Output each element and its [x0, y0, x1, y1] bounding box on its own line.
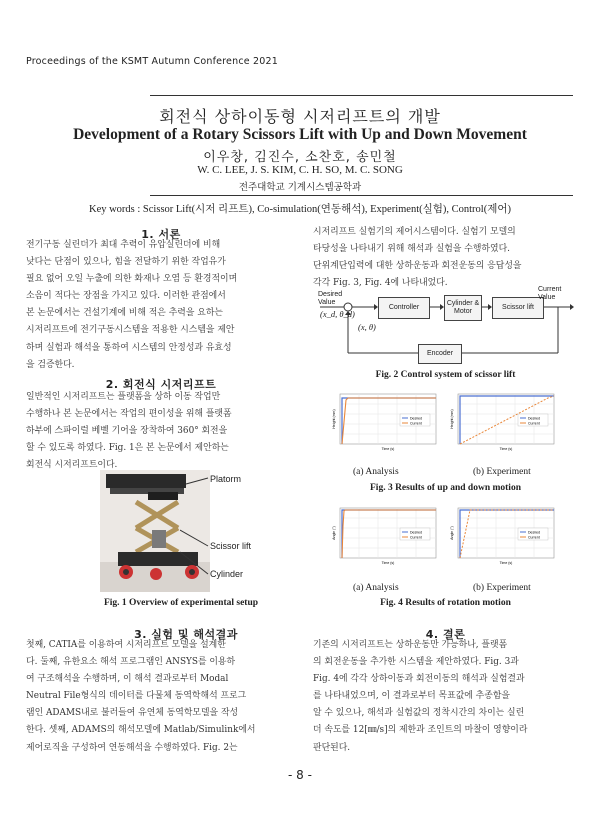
proceedings-header: Proceedings of the KSMT Autumn Conference 2021: [26, 56, 278, 67]
section-1-heading: 1. 서론: [141, 228, 181, 241]
desired-value-label: Desired Value: [318, 291, 343, 306]
fig3a-plot: [330, 392, 440, 452]
authors-english: W. C. LEE, J. S. KIM, C. H. SO, M. C. SONG: [197, 164, 403, 176]
section-4-body: [313, 637, 578, 757]
affiliation: 전주대학교 기계시스템공학과: [238, 182, 362, 193]
text-line: 낮다는 단점이 있으나, 힘을 전달하기 위한 작업유가: [26, 257, 226, 268]
text-line: 타당성을 나타내기 위해 해석과 실험을 수행하였다.: [313, 244, 510, 255]
fig3a-legend-desired: Desired: [410, 416, 423, 421]
text-line: 더 속도를 12[㎜/s]의 제한과 조인트의 마찰이 영향이라: [313, 725, 528, 736]
text-line: 의 회전운동을 추가한 시스템을 제안하였다. Fig. 3과: [313, 657, 519, 668]
fig3-caption: Fig. 3 Results of up and down motion: [370, 483, 521, 493]
title-english: Development of a Rotary Scissors Lift with Up and Down Movement: [73, 126, 527, 143]
title-top-rule: [150, 95, 573, 96]
section-3-heading: 3. 실험 및 해석결과: [134, 628, 238, 641]
fig4a-ylabel: Angle (°): [332, 526, 336, 540]
text-line: 판단된다.: [313, 742, 351, 753]
title-bottom-rule: [150, 195, 573, 196]
feedback-symbol: (x, θ): [358, 322, 376, 332]
text-line: 각각 Fig. 3, Fig. 4에 나타내었다.: [313, 278, 448, 289]
label-scissor-lift: Scissor lift: [210, 541, 252, 551]
text-line: 하부에 스파이럴 베벨 기어을 장착하여 360° 회전을: [26, 426, 228, 437]
text-line: 소음이 적다는 장점을 가지고 있다. 이러한 관점에서: [26, 291, 226, 302]
text-line: 단위계단입력에 대한 상하운동과 회전운동의 응답성을: [313, 261, 522, 272]
fig4b-legend-current: Current: [528, 535, 540, 540]
text-line: 을 검증한다.: [26, 359, 75, 370]
fig3a-legend-current: Current: [410, 421, 422, 426]
section-1-body: [26, 237, 296, 374]
scissor-lift-block: Scissor lift: [492, 297, 544, 319]
section-2-body: [26, 389, 296, 474]
label-platform: Platorm: [210, 474, 242, 484]
authors-korean: 이우창, 김진수, 소찬호, 송민철: [203, 150, 397, 165]
text-line: 여 구조해석을 수행하며, 이 해석 결과로부터 Modal: [26, 674, 229, 685]
fig4b-plot: [448, 506, 558, 566]
label-cylinder: Cylinder: [210, 569, 244, 579]
section-3-body: [26, 637, 316, 757]
fig3b-xlabel: Time (s): [499, 447, 513, 451]
fig3b-legend-current: Current: [528, 421, 540, 426]
fig4a-legend-desired: Desired: [410, 530, 423, 535]
text-line: 첫째, CATIA를 이용하여 시저리프트 모델을 설계한: [26, 640, 226, 650]
fig4-caption: Fig. 4 Results of rotation motion: [380, 598, 511, 608]
text-line: 전기구동 실린더가 최대 추력이 유압실린더에 비해: [26, 240, 221, 250]
text-line: 하며 실험과 해석을 통하여 시스템의 안정성과 유효성: [26, 342, 232, 353]
text-line: 필요 없어 오일 누출에 의한 화재나 오염 등 환경적이며: [26, 274, 238, 285]
fig2-caption: Fig. 2 Control system of scissor lift: [375, 370, 516, 380]
text-line: Neutral File형식의 데이터를 다물체 동역학해석 프로그: [26, 691, 247, 702]
text-line: 시저리프트에 전기구동시스템을 적용한 시스템을 제안: [26, 325, 235, 336]
fig4a-legend-current: Current: [410, 535, 422, 540]
text-line: 램인 ADAMS내로 불러들여 유연체 동역학모델을 작성: [26, 708, 239, 719]
fig4a-subcaption: (a) Analysis: [353, 583, 399, 593]
page-number: - 8 -: [288, 768, 312, 782]
text-line: 다. 둘째, 유한요소 해석 프로그램인 ANSYS를 이용하: [26, 657, 236, 668]
fig4b-subcaption: (b) Experiment: [473, 583, 531, 593]
fig4b-xlabel: Time (s): [499, 561, 513, 565]
text-line: 한다. 셋째, ADAMS의 해석모델에 Matlab/Simulink에서: [26, 725, 256, 736]
fig4b-ylabel: Angle (°): [450, 526, 454, 540]
text-line: 일반적인 시저리프트는 플랫폼을 상하 이동 작업만: [26, 392, 221, 402]
text-line: 회전식 시저리프트이다.: [26, 460, 118, 471]
fig3b-subcaption: (b) Experiment: [473, 467, 531, 477]
text-line: 제어로직을 구성하여 연동해석을 수행하였다. Fig. 2는: [26, 742, 238, 753]
text-line: 할 수 있도록 하였다. Fig. 1은 본 논문에서 제안하는: [26, 443, 229, 454]
fig3b-plot: [448, 392, 558, 452]
section-2-heading: 2. 회전식 시저리프트: [105, 378, 217, 391]
desired-symbol: (x_d, θ_d): [320, 309, 355, 319]
fig3b-legend-desired: Desired: [528, 416, 541, 421]
fig3a-xlabel: Time (s): [381, 447, 395, 451]
keywords: Key words : Scissor Lift(시저 리프트), Co-simulation(연동해석), Experiment(실험), Control(제어): [88, 204, 511, 215]
text-line: Fig. 4에 각각 상하이동과 회전이동의 해석과 실험결과: [313, 674, 525, 685]
encoder-block: Encoder: [418, 344, 462, 364]
text-line: 기존의 시저리프트는 상하운동만 가능하나, 플랫폼: [313, 640, 508, 650]
fig1-caption: Fig. 1 Overview of experimental setup: [103, 598, 259, 608]
fig4a-plot: [330, 506, 440, 566]
platform-shape: [106, 474, 186, 488]
fig4a-xlabel: Time (s): [381, 561, 395, 565]
text-line: 시저리프트 실험기의 제어시스템이다. 실험기 모델의: [313, 227, 516, 237]
right-top-body: [313, 224, 578, 292]
text-line: 알 수 있으나, 해석과 실험값의 정착시간의 차이는 실린: [313, 708, 525, 719]
text-line: 수행하나 본 논문에서는 작업의 편이성을 위해 플랫폼: [26, 409, 232, 420]
fig3a-ylabel: Height (mm): [332, 409, 336, 429]
current-value-label: Current Value: [538, 286, 562, 301]
fig4b-legend-desired: Desired: [528, 530, 541, 535]
fig3b-ylabel: Height (mm): [450, 409, 454, 429]
cylinder-motor-block: Cylinder & Motor: [444, 295, 482, 321]
controller-block: Controller: [378, 297, 430, 319]
text-line: 본 논문에서는 건설기계에 비해 적은 추력을 요하는: [26, 308, 223, 319]
text-line: 를 나타내었으며, 이 결과로부터 목표값에 추종함을: [313, 691, 510, 702]
fig3a-subcaption: (a) Analysis: [353, 467, 399, 477]
title-korean: 회전식 상하이동형 시저리프트의 개발: [159, 107, 441, 126]
section-4-heading: 4. 결론: [425, 628, 466, 641]
